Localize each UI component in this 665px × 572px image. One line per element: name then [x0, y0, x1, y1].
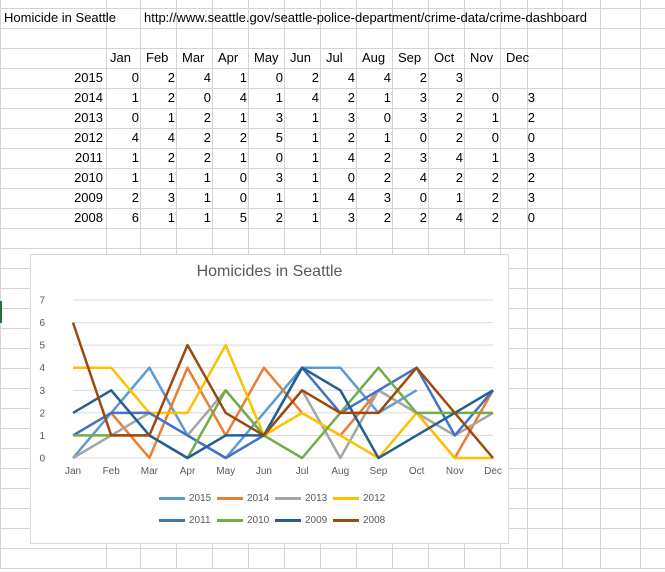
legend-item-2009[interactable]: [275, 513, 327, 529]
year-cell[interactable]: 2015: [74, 70, 103, 85]
legend-label: 2013: [305, 493, 328, 504]
x-tick-label: Dec: [484, 466, 502, 477]
value-cell[interactable]: 3: [527, 90, 535, 105]
value-cell[interactable]: 2: [455, 110, 463, 125]
value-cell[interactable]: 1: [455, 190, 463, 205]
x-tick-label: Aug: [331, 466, 350, 477]
legend-swatch: [333, 497, 359, 500]
year-cell[interactable]: 2010: [74, 170, 103, 185]
month-header-jun[interactable]: Jun: [290, 50, 311, 65]
value-cell[interactable]: 2: [383, 210, 391, 225]
value-cell[interactable]: 3: [167, 190, 175, 205]
value-cell[interactable]: 2: [455, 130, 463, 145]
x-tick-label: May: [216, 466, 236, 477]
value-cell[interactable]: 0: [131, 110, 139, 125]
value-cell[interactable]: 1: [203, 170, 211, 185]
x-tick-label: Mar: [140, 466, 158, 477]
value-cell[interactable]: 4: [383, 70, 391, 85]
value-cell[interactable]: 2: [131, 190, 139, 205]
value-cell[interactable]: 2: [311, 70, 319, 85]
value-cell[interactable]: 3: [383, 190, 391, 205]
value-cell[interactable]: 3: [527, 150, 535, 165]
value-cell[interactable]: 2: [455, 90, 463, 105]
legend-label: 2015: [189, 493, 212, 504]
value-cell[interactable]: 1: [203, 190, 211, 205]
year-cell[interactable]: 2008: [74, 210, 103, 225]
value-cell[interactable]: 2: [455, 170, 463, 185]
value-cell[interactable]: 2: [491, 190, 499, 205]
y-tick-label: 3: [39, 385, 45, 397]
value-cell[interactable]: 5: [275, 130, 283, 145]
legend-item-2015[interactable]: [159, 491, 211, 507]
value-cell[interactable]: 5: [239, 210, 247, 225]
x-tick-label: Jun: [255, 466, 272, 477]
legend-item-2013[interactable]: [275, 491, 327, 507]
value-cell[interactable]: 1: [275, 190, 283, 205]
legend-swatch: [275, 519, 301, 522]
value-cell[interactable]: 2: [167, 90, 175, 105]
active-cell-marker: [0, 301, 2, 323]
value-cell[interactable]: 1: [491, 110, 499, 125]
value-cell[interactable]: 3: [419, 150, 427, 165]
value-cell[interactable]: 3: [347, 110, 355, 125]
y-tick-label: 7: [39, 295, 45, 307]
value-cell[interactable]: 0: [527, 210, 535, 225]
month-header-apr[interactable]: Apr: [218, 50, 239, 65]
value-cell[interactable]: 4: [239, 90, 247, 105]
chart-title: Homicides in Seattle: [196, 263, 343, 280]
value-cell[interactable]: 1: [131, 170, 139, 185]
value-cell[interactable]: 1: [167, 210, 175, 225]
line-chart: [31, 255, 508, 543]
year-cell[interactable]: 2012: [74, 130, 103, 145]
value-cell[interactable]: 2: [419, 70, 427, 85]
value-cell[interactable]: 1: [239, 110, 247, 125]
value-cell[interactable]: 1: [311, 150, 319, 165]
legend-label: 2010: [247, 515, 270, 526]
year-cell[interactable]: 2011: [75, 150, 103, 165]
value-cell[interactable]: 1: [311, 210, 319, 225]
value-cell[interactable]: 1: [239, 150, 247, 165]
value-cell[interactable]: 0: [527, 130, 535, 145]
value-cell[interactable]: 2: [527, 170, 535, 185]
value-cell[interactable]: 3: [419, 110, 427, 125]
value-cell[interactable]: 3: [419, 90, 427, 105]
value-cell[interactable]: 1: [311, 130, 319, 145]
value-cell[interactable]: 4: [131, 130, 139, 145]
value-cell[interactable]: 4: [419, 170, 427, 185]
value-cell[interactable]: 0: [419, 190, 427, 205]
value-cell[interactable]: 1: [167, 110, 175, 125]
value-cell[interactable]: 2: [275, 210, 283, 225]
value-cell[interactable]: 2: [203, 130, 211, 145]
value-cell[interactable]: 0: [203, 90, 211, 105]
value-cell[interactable]: 1: [383, 90, 391, 105]
value-cell[interactable]: 1: [383, 130, 391, 145]
value-cell[interactable]: [502, 68, 538, 88]
legend-item-2010[interactable]: [217, 513, 269, 529]
month-header-oct[interactable]: Oct: [434, 50, 455, 65]
value-cell[interactable]: 0: [347, 170, 355, 185]
value-cell[interactable]: 1: [275, 90, 283, 105]
value-cell[interactable]: 0: [239, 190, 247, 205]
value-cell[interactable]: 4: [455, 210, 463, 225]
value-cell[interactable]: 1: [311, 170, 319, 185]
legend-item-2014[interactable]: [217, 491, 269, 507]
value-cell[interactable]: 1: [167, 170, 175, 185]
x-tick-label: Sep: [369, 466, 388, 477]
x-tick-label: Apr: [179, 466, 196, 477]
value-cell[interactable]: 6: [131, 210, 139, 225]
value-cell[interactable]: 4: [203, 70, 211, 85]
legend-swatch: [333, 519, 359, 522]
x-tick-label: Feb: [102, 466, 120, 477]
value-cell[interactable]: 1: [203, 210, 211, 225]
value-cell[interactable]: 2: [239, 130, 247, 145]
value-cell[interactable]: 4: [347, 70, 355, 85]
value-cell[interactable]: 1: [311, 190, 319, 205]
month-header-aug[interactable]: Aug: [362, 50, 386, 65]
x-tick-label: Nov: [445, 466, 464, 477]
value-cell[interactable]: 0: [383, 110, 391, 125]
value-cell[interactable]: 3: [455, 70, 463, 85]
value-cell[interactable]: 1: [491, 150, 499, 165]
value-cell[interactable]: 2: [419, 210, 427, 225]
y-tick-label: 4: [39, 363, 45, 375]
y-tick-label: 6: [39, 318, 45, 330]
legend-swatch: [159, 497, 185, 500]
legend-swatch: [217, 497, 243, 500]
value-cell[interactable]: 0: [131, 70, 139, 85]
legend-label: 2009: [305, 515, 328, 526]
month-header-sep[interactable]: Sep: [398, 50, 422, 65]
year-cell[interactable]: 2013: [74, 110, 103, 125]
value-cell[interactable]: 2: [383, 170, 391, 185]
year-cell[interactable]: 2009: [74, 190, 103, 205]
value-cell[interactable]: 2: [347, 130, 355, 145]
value-cell[interactable]: 2: [491, 210, 499, 225]
month-header-jul[interactable]: Jul: [326, 50, 343, 65]
value-cell[interactable]: 0: [275, 150, 283, 165]
legend-swatch: [275, 497, 301, 500]
value-cell[interactable]: 3: [347, 210, 355, 225]
value-cell[interactable]: 1: [311, 110, 319, 125]
value-cell[interactable]: 2: [203, 110, 211, 125]
value-cell[interactable]: 4: [347, 190, 355, 205]
value-cell[interactable]: 1: [131, 150, 139, 165]
source-url-cell[interactable]: http://www.seattle.gov/seattle-police-department/crime-data/crime-dashboard: [144, 10, 587, 25]
x-tick-label: Jul: [295, 466, 309, 477]
value-cell[interactable]: 1: [131, 90, 139, 105]
value-cell[interactable]: 2: [491, 170, 499, 185]
legend-swatch: [217, 519, 243, 522]
value-cell[interactable]: 1: [239, 70, 247, 85]
sheet-title-cell[interactable]: Homicide in Seattle: [4, 10, 116, 25]
value-cell[interactable]: 3: [527, 190, 535, 205]
y-tick-label: 5: [39, 340, 45, 352]
legend-item-2008[interactable]: [333, 513, 385, 529]
month-header-feb[interactable]: Feb: [146, 50, 169, 65]
y-tick-label: 1: [39, 430, 45, 442]
legend-label: 2011: [189, 515, 211, 526]
value-cell[interactable]: 2: [527, 110, 535, 125]
year-cell[interactable]: 2014: [74, 90, 103, 105]
value-cell[interactable]: 0: [491, 90, 499, 105]
chart-area[interactable]: [30, 254, 509, 544]
value-cell[interactable]: 4: [167, 130, 175, 145]
value-cell[interactable]: 4: [311, 90, 319, 105]
legend-item-2012[interactable]: [333, 491, 385, 507]
month-header-mar[interactable]: Mar: [182, 50, 205, 65]
legend-item-2011[interactable]: [159, 513, 211, 529]
value-cell[interactable]: 3: [275, 110, 283, 125]
value-cell[interactable]: 4: [455, 150, 463, 165]
legend-label: 2012: [363, 493, 386, 504]
month-header-nov[interactable]: Nov: [470, 50, 494, 65]
y-tick-label: 2: [39, 408, 45, 420]
value-cell[interactable]: [466, 68, 502, 88]
value-cell[interactable]: 0: [419, 130, 427, 145]
x-tick-label: Jan: [64, 466, 82, 477]
value-cell[interactable]: 2: [167, 70, 175, 85]
value-cell[interactable]: 2: [383, 150, 391, 165]
value-cell[interactable]: 0: [491, 130, 499, 145]
value-cell[interactable]: 0: [239, 170, 247, 185]
legend-label: 2008: [363, 515, 386, 526]
legend-label: 2014: [247, 493, 270, 504]
month-header-may[interactable]: May: [254, 50, 279, 65]
x-tick-label: Oct: [408, 466, 425, 477]
value-cell[interactable]: 0: [275, 70, 283, 85]
month-header-jan[interactable]: Jan: [110, 50, 131, 65]
value-cell[interactable]: 2: [167, 150, 175, 165]
value-cell[interactable]: 3: [275, 170, 283, 185]
value-cell[interactable]: 2: [203, 150, 211, 165]
y-tick-label: 0: [39, 453, 45, 465]
month-header-dec[interactable]: Dec: [506, 50, 530, 65]
legend-swatch: [159, 519, 185, 522]
value-cell[interactable]: 2: [347, 90, 355, 105]
value-cell[interactable]: 4: [347, 150, 355, 165]
